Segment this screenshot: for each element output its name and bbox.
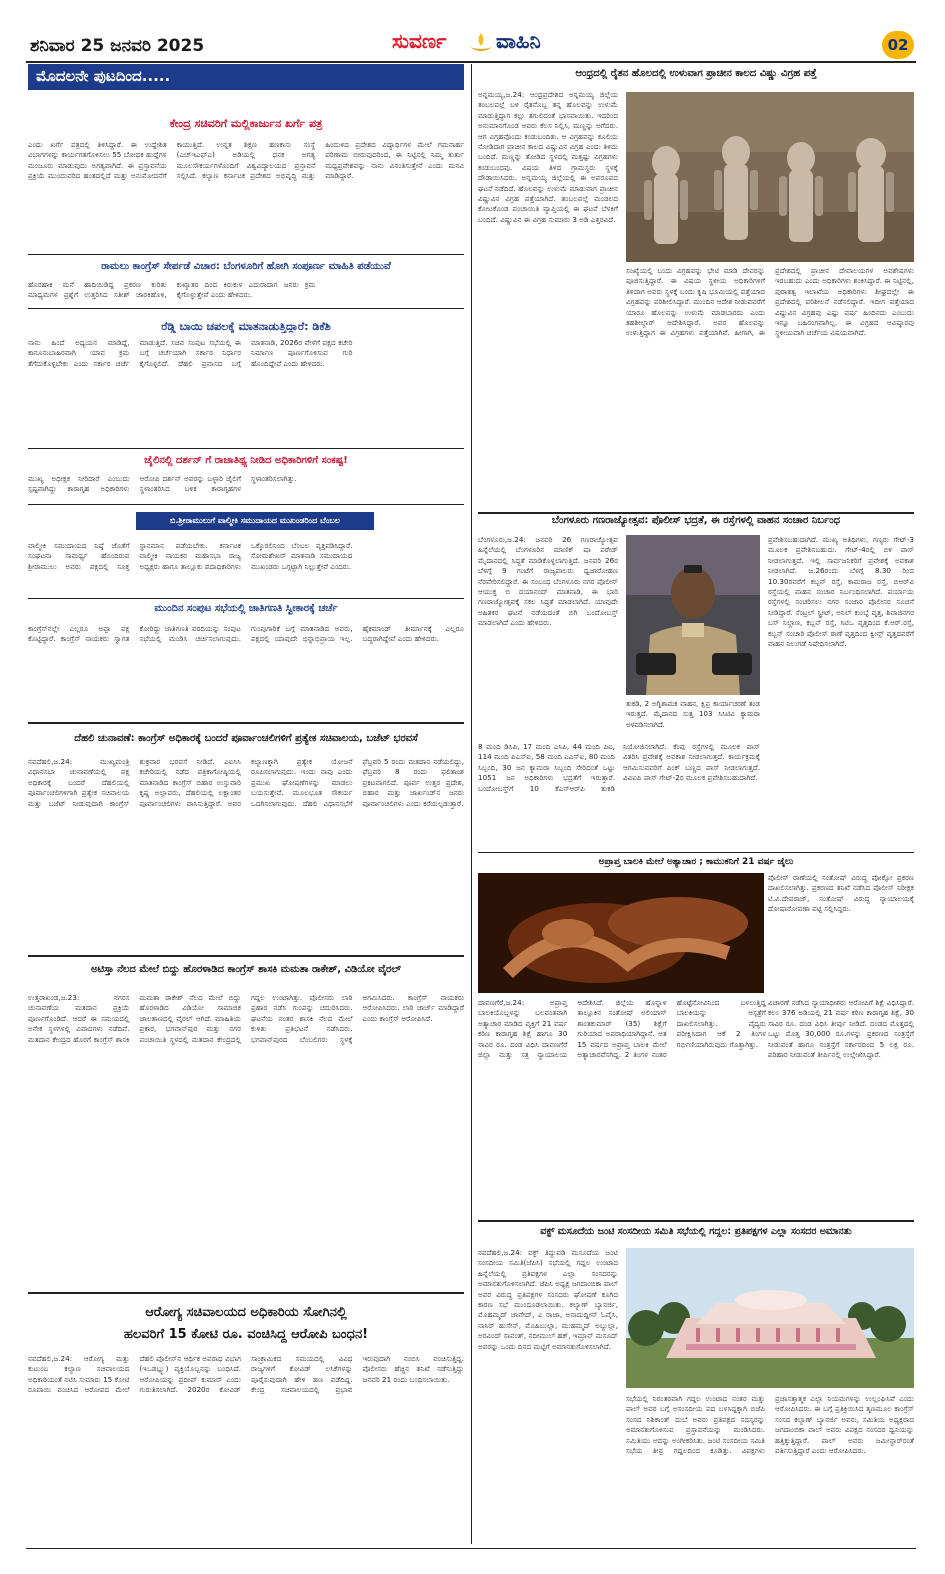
divider	[28, 1292, 464, 1294]
divider	[28, 308, 464, 309]
r1-heading: ಆಂಧ್ರದಲ್ಲಿ ರೈತನ ಹೊಲದಲ್ಲಿ ಉಳುವಾಗ ಪ್ರಾಚೀನ ಕಾಲದ ವಿಷ್ಣು ವಿಗ್ರಹ ಪತ್ತೆ	[575, 68, 817, 79]
s8-body: ಉತ್ತರಾಖಂಡ,ಜ.23: ನಗರಸ ಚುನಾವಣೆಯ ಮತದಾನ ಪ್ರಕ್ರಿಯೆ ಪೂರ್ಣಗೊಂಡಿದೆ. ಆದರೆ ಈ ಸಮಯದಲ್ಲಿ ಅನೇಕ ಸ್ಥಳಗಳಲ್ಲಿ ವಿವಾದಗಳು ನಡೆದಿವೆ. ಮತದಾನ ಕೇಂದ್ರದ ಹೊರಗೆ ಕಾಂಗ್ರೆಸ್ ಶಾಸಕಿ ಮಮತಾ ರಾಕೇಶ್ ನೆಲದ ಮೇಲೆ ಬಿದ್ದು ಹೊರಳಾಡಿದ ವಿಡಿಯೋ ಸಾಮಾಜಿಕ ಜಾಲತಾಣದಲ್ಲಿ ವೈರಲ್ ಆಗಿದೆ. ಮಾಹಿತಿಯ ಪ್ರಕಾರ, ಭಗವಾನ್‌ಪುರ ಮತ್ತು ನಗರ ಪಂಚಾಯಿತಿ ಸ್ಥಳದಲ್ಲಿ ಮತದಾನ ಕೇಂದ್ರದಲ್ಲಿ ಗದ್ದಲ ಉಂಟಾಗಿತ್ತು. ಪೊಲೀಸರು ಲಾಠಿ ಪ್ರಹಾರ ನಡೆಸಿ ಗುಂಪನ್ನು ಚದುರಿಸಿದರು. ಘಟನೆಯ ನಂತರ ಶಾಸಕಿ ನೆಲದ ಮೇಲೆ ಕುಳಿತು ಪ್ರತಿಭಟನೆ ನಡೆಸಿದರು. ಭಗವಾನ್‌ಪುರದ ಬೆಂಬಲಿಗರು ಸ್ಥಳಕ್ಕೆ ಆಗಮಿಸಿದರು. ಕಾಂಗ್ರೆಸ್ ನಾಯಕರು ಆರೋಪಿಸಿದರು. ಲಾಠಿ ಚಾರ್ಜ್ ಮಾಡಿದ್ದಾರೆ ಎಂದು ಕಾಂಗ್ರೆಸ್ ಆರೋಪಿಸಿದೆ.	[28, 993, 464, 1044]
divider	[28, 598, 464, 599]
s3-heading: ರೆಡ್ಡಿ ಬಾಯಿ ಚಪಲಕ್ಕೆ ಮಾತನಾಡುತ್ತಿದ್ದಾರೆ: ಡಿಕೆಶಿ	[161, 320, 331, 333]
s1-heading: ಕೇಂದ್ರ ಸಚಿವರಿಗೆ ಮಲ್ಲಿಕಾರ್ಜುನ ಖರ್ಗೆ ಪತ್ರ	[169, 117, 323, 130]
s8-heading: ಅಟಿಸ್ತಾ ನೆಲದ ಮೇಲೆ ಬಿದ್ದು ಹೊರಳಾಡಿದ ಕಾಂಗ್ರೆಸ್ ಶಾಸಕಿ ಮಮತಾ ರಾಕೇಶ್, ವಿಡಿಯೋ ವೈರಲ್	[91, 964, 401, 975]
s9-heading-line1: ಆರೋಗ್ಯ ಸಚಿವಾಲಯದ ಅಧಿಕಾರಿಯ ಸೋಗಿನಲ್ಲಿ	[145, 1305, 347, 1320]
s4-heading: ಜೈಲಿನಲ್ಲಿ ದರ್ಶನ್ ಗೆ ರಾಜಾತಿಥ್ಯ ನೀಡಿದ ಅಧಿಕಾರಿಗಳಿಗೆ ಸಂಕಷ್ಟ!	[144, 455, 348, 466]
r2-body-a: ಬೆಂಗಳೂರು,ಜ.24: ಜನವರಿ 26 ಗಣರಾಜ್ಯೋತ್ಸವ ಹಿನ್ನೆಲೆಯಲ್ಲಿ ಬೆಂಗಳೂರಿನ ಮಾಣಿಕ್ ಷಾ ಪರೇಡ್ ಮೈದಾನದಲ್ಲಿ ಸಿದ್ಧತೆ ಮಾಡಿಕೊಳ್ಳಲಾಗುತ್ತಿದೆ. ಜನವರಿ 26ರ ಬೆಳಗ್ಗೆ 9 ಗಂಟೆಗೆ ರಾಜ್ಯಪಾಲರು ಧ್ವಜಾರೋಹಣ ನೆರವೇರಿಸಲಿದ್ದಾರೆ. ಈ ಸಂಬಂಧ ಬೆಂಗಳೂರು ನಗರ ಪೊಲೀಸ್ ಆಯುಕ್ತ ಬಿ ದಯಾನಂದ್ ಮಾತನಾಡಿ, ಈ ಭಾರಿ ಗಣರಾಜ್ಯೋತ್ಸವಕ್ಕೆ ಸಕಲ ಸಿದ್ಧತೆ ಮಾಡಲಾಗಿದೆ. ಯಾವುದೇ ಅಹಿತಕರ ಘಟನೆ ನಡೆಯದಂತೆ ಬಿಗಿ ಬಂದೋಬಸ್ತ್ ಮಾಡಲಾಗಿದೆ ಎಂದು ಹೇಳಿದರು.	[478, 535, 618, 628]
r2-body-b: 8 ಮಂದಿ ಡಿಸಿಪಿ, 17 ಮಂದಿ ಎಸಿಪಿ, 44 ಮಂದಿ ಪಿಐ, 114 ಮಂದಿ ಪಿಎಸ್‌ಐ, 58 ಮಂದಿ ಎಎಸ್‌ಐ, 80 ಮಂದಿ ಸಿಬ್ಬಂದಿ, 30 ಜನ ಕ್ಯಾಮರಾ ಸಿಬ್ಬಂದಿ ಸೇರಿದಂತೆ ಒಟ್ಟು 1051 ಜನ ಅಧಿಕಾರಿಗಳು ಭದ್ರತೆಗೆ ಇರುತ್ತಾರೆ. ಬಂದೋಬಸ್ತ್‌ಗೆ 10 ಕೆಎಸ್‌ಆರ್‌ಪಿ ತುಕಡಿ ನಿಯೋಜಿಸಲಾಗಿದೆ. ಕೆಂಪು ರಸ್ತೆಗಳಲ್ಲಿ ಮೂಲಕ ಪಾಸ್ ವಿತರಿಸಿ ಪ್ರವೇಶಕ್ಕೆ ಅವಕಾಶ ನೀಡಲಾಗುತ್ತದೆ. ಕಾರ್ಯಕ್ರಮಕ್ಕೆ ಆಗಮಿಸುವವರಿಗೆ ಪಿಂಕ್ ಬಣ್ಣದ ಪಾಸ್ ನೀಡಲಾಗುತ್ತದೆ. ವಿವಿಐಪಿ ಪಾಸ್ ಗೇಟ್-2ರ ಮೂಲಕ ಪ್ರವೇಶಿಸಬಹುದಾಗಿದೆ.	[478, 742, 760, 793]
divider	[478, 512, 914, 514]
parliament-building-photo	[626, 1248, 914, 1388]
divider	[28, 254, 464, 255]
column-divider	[471, 64, 472, 1544]
masthead-rule	[26, 61, 916, 63]
divider	[478, 1220, 914, 1222]
r3-body-b: ದಾವಣಗೆರೆ,ಜ.24: ಅಪ್ರಾಪ್ತ ಬಾಲಕಿಯೊಬ್ಬಳನ್ನು ಬಲವಂತವಾಗಿ ಅತ್ಯಾಚಾರ ಮಾಡಿದ ವ್ಯಕ್ತಿಗೆ 21 ವರ್ಷ ಕಠಿಣ ಕಾರಾಗೃಹ ಶಿಕ್ಷೆ ಹಾಗೂ 30 ಸಾವಿರ ರೂ. ದಂಡ ವಿಧಿಸಿ ದಾವಣಗೆರೆ ಜಿಲ್ಲಾ ಮತ್ತು ಸತ್ರ ನ್ಯಾಯಾಲಯ ಆದೇಶಿಸಿದೆ. ಜಿಲ್ಲೆಯ ಹೊನ್ನಾಳಿ ತಾಲ್ಲೂಕಿನ ಸಂತೋಷ್ ಅಲಿಯಾಸ್ ಶಾಂತಕುಮಾರ್ (35) ಶಿಕ್ಷೆಗೆ ಗುರಿಯಾದ ಅಪರಾಧಿಯಾಗಿದ್ದಾನೆ. ಆತ 15 ವರ್ಷದ ಅಪ್ರಾಪ್ತ ಬಾಲಕಿ ಮೇಲೆ ಅತ್ಯಾಚಾರವೆಸಗಿದ್ದ. 2 ತಿಂಗಳ ನಂತರ ಹೊಟ್ಟೆನೋವಿನಿಂದ ಬಳಲುತ್ತಿದ್ದ ಬಾಲಕಿಯನ್ನು ಆಸ್ಪತ್ರೆಗೆ ದಾಖಲಿಸಲಾಗಿತ್ತು. ವೈದ್ಯರು ಪರೀಕ್ಷಿಸಿದಾಗ ಆಕೆ 2 ತಿಂಗಳ ಗರ್ಭಿಣಿಯಾಗಿರುವುದು ಗೊತ್ತಾಗಿತ್ತು.	[478, 998, 766, 1060]
s5-banner-box	[136, 512, 374, 530]
masthead-brand-left: ಸುವರ್ಣ	[392, 29, 447, 53]
s9-heading-line2: ಹಲವರಿಗೆ 15 ಕೋಟಿ ರೂ. ವಂಚಿಸಿದ್ದ ಆರೋಪಿ ಬಂಧನ!	[123, 1327, 369, 1342]
r1-body-a: ಅನ್ನಮಯ್ಯ,ಜ.24: ಆಂಧ್ರಪ್ರದೇಶದ ಅನ್ನಮಯ್ಯ ಜಿಲ್ಲೆಯ ತಂಬಲಪಲ್ಲೆ ಬಳಿ ರೈತನೊಬ್ಬ ತನ್ನ ಹೊಲವನ್ನು ಉಳುಮೆ ಮಾಡುತ್ತಿದ್ದಾಗ ಕಲ್ಲು ತಗುಲಿದಂತೆ ಭಾಸವಾಯಿತು. ಇದರಿಂದ ಅನುಮಾನಗೊಂಡ ಅವರು ಕೆಲಸ ನಿಲ್ಲಿಸಿ, ಮಣ್ಣನ್ನು ಅಗೆದರು. ಆಗ ವಿಗ್ರಹವೊಂದು ಕಂಡುಬಂದಿತು. ಆ ವಿಗ್ರಹವನ್ನು ಕೂಲಿಯ ನೋಡಿದಾಗ ಪ್ರಾಚೀನ ಕಾಲದ ವಿಷ್ಣುವಿನ ವಿಗ್ರಹ ಎಂದು ತಿಳಿದು ಬಂದಿದೆ. ಮಣ್ಣನ್ನು ತೋಡಿದ ಸ್ಥಳದಲ್ಲಿ ಮತ್ತಷ್ಟು ವಿಗ್ರಹಗಳು ಕಂಡುಬಂದವು. ವಿಷಯ ತಿಳಿದ ಗ್ರಾಮಸ್ಥರು ಸ್ಥಳಕ್ಕೆ ದೌಡಾಯಿಸಿದರು. ಅನ್ನಮಯ್ಯ ಜಿಲ್ಲೆಯಲ್ಲಿ ಈ ಅಪರೂಪದ ಘಟನೆ ನಡೆದಿದೆ. ಹೊಲವನ್ನು ಉಳುಮೆ ಮಾಡುವಾಗ ಪ್ರಾಚೀನ ವಿಷ್ಣುವಿನ ವಿಗ್ರಹ ಪತ್ತೆಯಾಗಿದೆ. ತಂಬಲಪಲ್ಲೆ ಮಂಡಲದ ಕೋಟಕೊಂಡ ಪಂಚಾಯಿತಿ ವ್ಯಾಪ್ತಿಯಲ್ಲಿ ಈ ಘಟನೆ ಬೆಳಕಿಗೆ ಬಂದಿದೆ. ವಿಷ್ಣುವಿನ ಈ ವಿಗ್ರಹ ಸುಮಾರು 3 ಅಡಿ ಎತ್ತರವಿದೆ.	[478, 90, 618, 224]
section-label: ಮೊದಲನೇ ಪುಟದಿಂದ.....	[36, 67, 171, 85]
divider	[28, 448, 464, 449]
r4-body-a: ನವದೆಹಲಿ,ಜ.24: ವಕ್ಫ್ ತಿದ್ದುಪಡಿ ಮಸೂದೆಯ ಜಂಟಿ ಸಂಸದೀಯ ಸಮಿತಿ(ಜೆಪಿಸಿ) ಸಭೆಯಲ್ಲಿ ಗದ್ದಲ ಉಂಟಾದ ಹಿನ್ನೆಲೆಯಲ್ಲಿ ಪ್ರತಿಪಕ್ಷಗಳ ಎಲ್ಲಾ ಸಂಸದರನ್ನು ಅಮಾನತುಗೊಳಿಸಲಾಗಿದೆ. ಜೆಪಿಸಿ ಅಧ್ಯಕ್ಷ ಜಗದಾಂಬಿಕಾ ಪಾಲ್ ಅವರ ವಿರುದ್ಧ ಪ್ರತಿಪಕ್ಷಗಳ ಸಂಸದರು ಘೋಷಣೆ ಕೂಗಿದ ಕಾರಣ ಸಭೆ ಮುಂದೂಡಲಾಯಿತು. ಕಲ್ಯಾಣ್ ಬ್ಯಾನರ್ಜಿ, ಮೊಹಮ್ಮದ್ ಜಾವೇದ್, ಎ ರಾಜಾ, ಅಸಾದುದ್ದೀನ್ ಓವೈಸಿ, ನಾಸಿರ್ ಹುಸೇನ್, ಮೊಹಿಬುಲ್ಲಾ, ಮುಹಮ್ಮದ್ ಅಬ್ದುಲ್ಲಾ, ಅರವಿಂದ್ ಸಾವಂತ್, ನದೀಮುಲ್ ಹಕ್, ಇಮ್ರಾನ್ ಮಸೂದ್ ಅವರನ್ನು ಒಂದು ದಿನದ ಮಟ್ಟಿಗೆ ಅಮಾನತುಗೊಳಿಸಲಾಗಿದೆ.	[478, 1248, 618, 1351]
s5-banner: ಬಿ.ಶ್ರೀರಾಮುಲುಗೆ ವಾಲ್ಮೀಕಿ ಸಮುದಾಯದ ಮುಖಂಡರಿಂದ ಬೆಂಬಲ	[170, 516, 340, 525]
r4-heading: ವಕ್ಫ್ ಮಸೂದೆಯ ಜಂಟಿ ಸಂಸದೀಯ ಸಮಿತಿ ಸಭೆಯಲ್ಲಿ ಗದ್ದಲ: ಪ್ರತಿಪಕ್ಷಗಳ ಎಲ್ಲಾ ಸಂಸದರ ಅಮಾನತು	[540, 1226, 852, 1237]
s3-body: ನಾನು ಹಿಂದೆ ಅಧ್ಯಯನ ಮಾಡಿದ್ದೆ, ಕಾನೂನುಬಾಹಿರವಾಗಿ ಯಾವ ಕ್ರಮ ತೆಗೆದುಕೊಳ್ಳಬೇಕು ಎಂದು ಸರ್ಕಾರ ಚರ್ಚೆ ಮಾಡುತ್ತಿದೆ. ಸಚಿವ ಸಂಪುಟ ಸಭೆಯಲ್ಲಿ ಈ ಬಗ್ಗೆ ಚರ್ಚೆಯಾಗಿ ಸರ್ಕಾರ ನಿರ್ಧಾರ ಕೈಗೊಳ್ಳಲಿದೆ. ದೆಹಲಿ ಪ್ರವಾಸದ ಬಗ್ಗೆ ಮಾತನಾಡಿ, 2026ರ ವೇಳೆಗೆ ಪಕ್ಷದ ಕಚೇರಿ ನಿರ್ಮಾಣ ಪೂರ್ಣಗೊಳಿಸುವ ಗುರಿ ಹೊಂದಿದ್ದೇವೆ ಎಂದು ಹೇಳಿದರು.	[28, 338, 353, 368]
masthead-logo	[392, 29, 562, 57]
s2-heading: ರಾಮಲು ಕಾಂಗ್ರೆಸ್ ಸೇರ್ಪಡೆ ವಿಚಾರ: ಬೆಂಗಳೂರಿಗೆ ಹೋಗಿ ಸಂಪೂರ್ಣ ಮಾಹಿತಿ ಪಡೆಯುವೆ	[101, 261, 391, 272]
s6-body: ಕಾಂಗ್ರೆಸ್‌ನಲ್ಲೇ ಎಲ್ಲರೂ ಅಪ್ಪಾ ಪಕ್ಷ ಕೊಟ್ಟಿದ್ದಾರೆ. ಕಾಂಗ್ರೆಸ್ ನಾಯಕರು ಸ್ವಾಗತ ಕೋರಿದ್ದು ಜಾತಿಗಣತಿ ವರದಿಯನ್ನು ಸಂಪುಟ ಸಭೆಯಲ್ಲಿ ಮಂಡಿಸಿ ಚರ್ಚಿಸಲಾಗುವುದು. ಗುಂಪುಗಾರಿಕೆ ಬಗ್ಗೆ ಮಾತನಾಡಿದ ಅವರು, ಪಕ್ಷದಲ್ಲಿ ಯಾವುದೇ ಭಿನ್ನಾಭಿಪ್ರಾಯ ಇಲ್ಲ. ಹೈಕಮಾಂಡ್ ತೀರ್ಮಾನಕ್ಕೆ ಎಲ್ಲರೂ ಬದ್ಧರಾಗಿದ್ದೇವೆ ಎಂದು ಹೇಳಿದರು.	[28, 624, 464, 644]
s2-body: ಹೊರಹಾಕಿ ಮನೆ ಹಾದಿಯಿಡಿದ್ದ ಪ್ರಕರಣ ಕುರಿತು ಮಾಧ್ಯಮಗಳ ಪ್ರಶ್ನೆಗೆ ಉತ್ತರಿಸಿದ ಸತೀಶ್ ಜಾರಕಿಹೊಳಿ, ಕುಖ್ಯಾತರ ದಿಂದ ಕಿರುಕುಳ ಎದುರಾದಾಗ ಜನರು ಕ್ರಮ ಕೈಗೊಳ್ಳುತ್ತೇವೆ ಎಂದು ಹೇಳಿದರು.	[28, 280, 316, 300]
r2-body-c: ಪ್ರವೇಶಿಸಬಹುದಾಗಿದೆ. ಮುಖ್ಯ ಅತಿಥಿಗಳು, ಗಣ್ಯರು ಗೇಟ್-3 ಮೂಲಕ ಪ್ರವೇಶಿಸಬಹುದು. ಗೇಟ್-4ರಲ್ಲಿ ಬಿಳಿ ಪಾಸ್ ನೀಡಲಾಗುತ್ತದೆ. ಇಲ್ಲಿ ಸಾರ್ವಜನಿಕರಿಗೆ ಪ್ರವೇಶಕ್ಕೆ ಅವಕಾಶ ನೀಡಲಾಗಿದೆ. ಜ.26ರಂದು ಬೆಳಗ್ಗೆ 8.30 ರಿಂದ 10.30ರವರೆಗೆ ಕಬ್ಬನ್ ರಸ್ತೆ, ಕಾಮರಾಜ ರಸ್ತೆ, ಬಿಆರ್‌ವಿ ರಸ್ತೆಯಲ್ಲಿ ವಾಹನ ಸಂಚಾರ ನಿರ್ಬಂಧಿಸಲಾಗಿದೆ. ಪರ್ಯಾಯ ರಸ್ತೆಗಳಲ್ಲಿ ಸಂಚರಿಸಲು ನಗರ ಸಂಚಾರ ಪೊಲೀಸರ ಸೂಚನೆ ನೀಡಿದ್ದಾರೆ. ಸೆಂಟ್ರಲ್ ಸ್ಟ್ರೀಟ್, ಅನಿಲ್ ಕುಂಬ್ಳೆ ವೃತ್ತ, ಶಿವಾಜಿನಗರ ಬಸ್ ನಿಲ್ದಾಣ, ಕಬ್ಬನ್ ರಸ್ತೆ, ಸಿಟಿಒ ವೃತ್ತದಿಂದ ಕೆ.ಆರ್.ರಸ್ತೆ, ಕಬ್ಬನ್ ಸಂಚಾರಿ ಪೊಲೀಸ್ ಠಾಣೆ ವೃತ್ತದಿಂದ ಕ್ವೀನ್ಸ್ ವೃತ್ತದವರೆಗೆ ವಾಹನ ನಿಲುಗಡೆ ನಿಷೇಧಿಸಲಾಗಿದೆ.	[768, 535, 914, 649]
masthead-date: ಶನಿವಾರ 25 ಜನವರಿ 2025	[30, 36, 205, 56]
r2-heading: ಬೆಂಗಳೂರು ಗಣರಾಜ್ಯೋತ್ಸವ: ಪೊಲೀಸ್ ಭದ್ರತೆ, ಈ ರಸ್ತೆಗಳಲ್ಲಿ ವಾಹನ ಸಂಚಾರ ನಿರ್ಬಂಧ	[551, 515, 841, 526]
police-commissioner-photo	[626, 535, 760, 695]
section-label-bar	[28, 64, 464, 90]
s9-body: ನವದೆಹಲಿ,ಜ.24: ಆರೋಗ್ಯ ಮತ್ತು ಕುಟುಂಬ ಕಲ್ಯಾಣ ಸಚಿವಾಲಯದ ಅಧಿಕಾರಿಯಂತೆ ನಟಿಸಿ ಸುಮಾರು 15 ಕೋಟಿ ರೂಪಾಯಿ ವಂಚಿಸಿದ ಆರೋಪದ ಮೇಲೆ ದೆಹಲಿ ಪೊಲೀಸ್‌ನ ಆರ್ಥಿಕ ಅಪರಾಧ ವಿಭಾಗ (ಇಒಡಬ್ಲ್ಯು) ವ್ಯಕ್ತಿಯೊಬ್ಬನನ್ನು ಬಂಧಿಸಿದೆ. ಆರೋಪಿಯನ್ನು ಪ್ರದೀಪ್ ಕುಮಾರ್ ಎಂದು ಗುರುತಿಸಲಾಗಿದೆ. 2020ರ ಕೋವಿಡ್ ಸಾಂಕ್ರಾಮಿಕದ ಸಮಯದಲ್ಲಿ ವಿವಿಧ ರಾಜ್ಯಗಳಿಗೆ ಕೋವಿಡ್ ಲಸಿಕೆಗಳನ್ನು ಪೂರೈಸುವುದಾಗಿ ಹೇಳಿ ಹಣ ಪಡೆದಿದ್ದ. ಕೇಂದ್ರ ಸಚಿವಾಲಯದಲ್ಲಿ ಪ್ರಭಾವ ಇರುವುದಾಗಿ ನಂಬಿಸಿ ವಂಚಿಸುತ್ತಿದ್ದ. ಪೊಲೀಸರು ಹೆಚ್ಚಿನ ತನಿಖೆ ನಡೆಸುತ್ತಿದ್ದು ಜನವರಿ 21 ರಂದು ಬಂಧಿಸಲಾಯಿತು.	[28, 1354, 464, 1395]
r1-body-b: ಸಂಖ್ಯೆಯಲ್ಲಿ ಬಂದು ವಿಗ್ರಹವನ್ನು ಭೇಟಿ ಮಾಡಿ ದೇವರನ್ನು ಪೂಜಿಸುತ್ತಿದ್ದಾರೆ. ಈ ವಿಷಯ ಸ್ಥಳೀಯ ಅಧಿಕಾರಿಗಳಿಗೆ ತಿಳಿದಾಗ ಅವರು ಸ್ಥಳಕ್ಕೆ ಬಂದು ಕೃಷಿ ಭೂಮಿಯಲ್ಲಿ ಪತ್ತೆಯಾದ ವಿಗ್ರಹವನ್ನು ಪರಿಶೀಲಿಸಿದ್ದಾರೆ. ಮುಂದಿನ ಆದೇಶ ನೀಡುವವರೆಗೆ ಯಾರೂ ಹೊಲವನ್ನು ಉಳುಮೆ ಮಾಡಬಾರದು ಎಂದು ತಹಶೀಲ್ದಾರ್ ಆದೇಶಿಸಿದ್ದಾರೆ. ಅವರ ಹೊಲವನ್ನು ಉಳುತ್ತಿದ್ದಾಗ ಈ ವಿಗ್ರಹಗಳು ಪತ್ತೆಯಾಗಿವೆ. ಹೀಗಾಗಿ, ಈ ಪ್ರದೇಶದಲ್ಲಿ ಪ್ರಾಚೀನ ದೇವಾಲಯಗಳ ಅವಶೇಷಗಳು ಇರಬಹುದು ಎಂದು ಅಧಿಕಾರಿಗಳು ಶಂಕಿಸಿದ್ದಾರೆ. ಈ ನಿಟ್ಟಿನಲ್ಲಿ, ಪುರಾತತ್ವ ಇಲಾಖೆಯ ಅಧಿಕಾರಿಗಳು ಶೀಘ್ರದಲ್ಲೇ ಈ ಪ್ರದೇಶದಲ್ಲಿ ಪರಿಶೀಲನೆ ನಡೆಸಲಿದ್ದಾರೆ. ಇದೀಗ ಪತ್ತೆಯಾದ ವಿಷ್ಣುವಿನ ವಿಗ್ರಹವು ಎಷ್ಟು ವರ್ಷ ಹಿಂದಿನದು ಎಂಬುದು ಇನ್ನೂ ಬಹಿರಂಗವಾಗಿಲ್ಲ. ಈ ವಿಗ್ರಹದ ಆವಿಷ್ಕಾರವು ಸ್ಥಳೀಯವಾಗಿ ಚರ್ಚೆಯ ವಿಷಯವಾಗಿದೆ.	[626, 266, 914, 338]
page-bottom-rule	[26, 1548, 916, 1549]
s6-heading: ಮುಂದಿನ ಸಂಪುಟ ಸಭೆಯಲ್ಲಿ ಜಾತಿಗಣತಿ ಸ್ವೀಕಾರಕ್ಕೆ ಚರ್ಚೆ	[154, 603, 338, 614]
assault-illustration-photo	[478, 873, 764, 993]
vishnu-idol-photo	[626, 92, 914, 262]
divider	[28, 504, 464, 505]
s7-body: ನವದೆಹಲಿ,ಜ.24: ಮುಖ್ಯಮಂತ್ರಿ ವಿಧಾನಸಭಾ ಚುನಾವಣೆಯಲ್ಲಿ ಪಕ್ಷ ಅಧಿಕಾರಕ್ಕೆ ಬಂದರೆ ದೆಹಲಿಯಲ್ಲಿ ಪೂರ್ವಾಂಚಲಿಗಳಿಗಾಗಿ ಪ್ರತ್ಯೇಕ ಸಚಿವಾಲಯ ಮತ್ತು ಬಜೆಟ್ ನೀಡುವುದಾಗಿ ಕಾಂಗ್ರೆಸ್ ಶುಕ್ರವಾರ ಭರವಸೆ ನೀಡಿದೆ. ಎಐಸಿಸಿ ಕಚೇರಿಯಲ್ಲಿ ನಡೆದ ಪತ್ರಿಕಾಗೋಷ್ಠಿಯಲ್ಲಿ ಮಾತನಾಡಿದ ಕಾಂಗ್ರೆಸ್ ಬಿಹಾರ ಉಸ್ತುವಾರಿ ಕೃಷ್ಣ ಅಲ್ಲಾವರು, ದೆಹಲಿಯಲ್ಲಿ ಲಕ್ಷಾಂತರ ಪೂರ್ವಾಂಚಲಿಗಳು ವಾಸಿಸುತ್ತಿದ್ದಾರೆ. ಅವರ ಕಲ್ಯಾಣಕ್ಕಾಗಿ ಪ್ರತ್ಯೇಕ ಯೋಜನೆ ರೂಪಿಸಲಾಗುವುದು. ಇಂದು ನಾವು ಎಂದು ಪ್ರಮುಖ ಘೋಷಣೆಗಳನ್ನು ಮಾಡಲು ಬಯಸುತ್ತೇವೆ. ಮೂಲಭೂತ ಸೌಕರ್ಯ ಒದಗಿಸಲಾಗುವುದು. ದೆಹಲಿ ವಿಧಾನಸಭೆಗೆ ಫೆಬ್ರವರಿ 5 ರಂದು ಮತದಾನ ನಡೆಯಲಿದ್ದು, ಫೆಬ್ರವರಿ 8 ರಂದು ಫಲಿತಾಂಶ ಪ್ರಕಟವಾಗಲಿದೆ. ಪೂರ್ವ ಉತ್ತರ ಪ್ರದೇಶ, ಬಿಹಾರ ಮತ್ತು ಜಾರ್ಖಂಡ್‌ನ ಜನರು ಪೂರ್ವಾಂಚಲಿಗಳು ಎಂದು ಕರೆಯಲ್ಪಡುತ್ತಾರೆ.	[28, 757, 464, 808]
s1-body: ಎಂದು ಖರ್ಗೆ ಪತ್ರದಲ್ಲಿ ತಿಳಿಸಿದ್ದಾರೆ. ಈ ಉದ್ದೇಶಿತ ವಿಭಾಗಗಳನ್ನು ಕಾರ್ಯಗತಗೊಳಿಸಲು 55 ಬೋಧಕ ಹುದ್ದೆಗಳ ಮಂಜೂರು ಮಾಡುವುದು ಅಗತ್ಯವಾಗಿದೆ. ಈ ಪ್ರಸ್ತಾವನೆಯ ಪ್ರಕ್ರಿಯೆ ಮುಂದುವರಿದ ಹಂತದಲ್ಲಿದೆ ಮತ್ತು ಅನುಮೋದನೆಗೆ ಕಾಯುತ್ತಿದೆ. ಉನ್ನತ ಶಿಕ್ಷಣ ಹಣಕಾಸು ಸಂಸ್ಥೆ (ಎಚ್‌ಇಎಫ್‌ಎ) ಅಡಿಯಲ್ಲಿ ಧನಕ ಅಗತ್ಯ ಮೂಲಸೌಕರ್ಯಗಳೊಂದಿಗೆ ವಿಶ್ವವಿದ್ಯಾಲಯದ ಪ್ರಸ್ತಾವನೆ ಸಲ್ಲಿಸಿದೆ. ಕಲ್ಯಾಣ ಕರ್ನಾಟಕ ಪ್ರದೇಶದ ಅಭಿವೃದ್ಧಿ ಮತ್ತು ಹಿಂದುಳಿದ ಪ್ರದೇಶದ ವಿದ್ಯಾರ್ಥಿಗಳ ಮೇಲೆ ಗಮನಾರ್ಹ ಪರಿಣಾಮ ಬೀರುವುದರಿಂದ, ಈ ನಿಟ್ಟಿನಲ್ಲಿ ನಿಮ್ಮ ತುರ್ತು ಮಧ್ಯಪ್ರವೇಶವನ್ನು ನಾನು ವಿನಂತಿಸುತ್ತೇನೆ ಎಂದು ಮನವಿ ಮಾಡಿದ್ದಾರೆ.	[28, 140, 464, 181]
r3-body-a: ಪೊಲೀಸ್ ಠಾಣೆಯಲ್ಲಿ ಸಂತೋಷ್ ವಿರುದ್ಧ ಪೋಕ್ಸೋ ಪ್ರಕರಣ ದಾಖಲಿಸಲಾಗಿತ್ತು. ಪ್ರಕರಣದ ತನಿಖೆ ನಡೆಸಿದ ಪೊಲೀಸ್ ನಿರೀಕ್ಷಕ ಟಿ.ವಿ.ದೇವರಾಜ್, ಸಂತೋಷ್ ವಿರುದ್ಧ ನ್ಯಾಯಾಲಯಕ್ಕೆ ದೋಷಾರೋಪಣಾ ಪಟ್ಟಿ ಸಲ್ಲಿಸಿದ್ದರು.	[768, 873, 914, 914]
masthead	[0, 0, 945, 60]
r2-photo-caption: ತುಕಡಿ, 2 ಅಗ್ನಿಶಾಮಕ ವಾಹನ, ಕ್ಷಿಪ್ರ ಕಾರ್ಯಾಚರಣೆ ತಂಡ ಇರುತ್ತದೆ. ಮೈದಾನದ ಸುತ್ತ 103 ಸಿಸಿಟಿವಿ ಕ್ಯಾಮರಾ ಅಳವಡಿಸಲಾಗಿದೆ.	[626, 700, 760, 729]
divider	[478, 852, 914, 853]
s7-heading: ದೆಹಲಿ ಚುನಾವಣೆ: ಕಾಂಗ್ರೆಸ್ ಅಧಿಕಾರಕ್ಕೆ ಬಂದರೆ ಪೂರ್ವಾಂಚಲಿಗಳಿಗೆ ಪ್ರತ್ಯೇಕ ಸಚಿವಾಲಯ, ಬಜೆಟ್ ಭರವಸೆ	[74, 733, 418, 744]
r4-body-b: ಸಭೆಯಲ್ಲಿ ನಿರಂತರವಾಗಿ ಗದ್ದಲ ಉಂಟಾದ ನಂತರ ಮತ್ತು ಪಾಲ್ ಅವರ ಬಗ್ಗೆ ಅಸಂಸದೀಯ ಪದ ಬಳಸಿದ್ದಕ್ಕಾಗಿ ಬಿಜೆಪಿ ಸಂಸದ ನಿಶಿಕಾಂತ್ ದುಬೆ ಅವರು ಪ್ರತಿಪಕ್ಷದ ಸದಸ್ಯರನ್ನು ಅಮಾನತುಗೊಳಿಸುವ ಪ್ರಸ್ತಾವನೆಯನ್ನು ಮಂಡಿಸಿದರು. ಸಮಿತಿಯು ಅದನ್ನು ಅಂಗೀಕರಿಸಿತು. ಜಂಟಿ ಸಂಸದೀಯ ಸಮಿತಿ ಸಭೆಯ ತೀವ್ರ ಗದ್ದಲದಿಂದ ಕೂಡಿತ್ತು. ವಿಪಕ್ಷಗಳು ಪ್ರಜಾಸತ್ತಾತ್ಮಕ ಎಲ್ಲಾ ನಿಯಮಗಳನ್ನು ಉಲ್ಲಂಘಿಸಿವೆ ಎಂದು ಆರೋಪಿಸಿದರು. ಈ ಬಗ್ಗೆ ಪ್ರತಿಕ್ರಿಯಿಸಿದ ತೃಣಮೂಲ ಕಾಂಗ್ರೆಸ್ ಸಂಸದ ಕಲ್ಯಾಣ್ ಬ್ಯಾನರ್ಜಿ ಅವರು, ಸಮಿತಿಯ ಅಧ್ಯಕ್ಷರಾದ ಜಗದಾಂಬಿಕಾ ಪಾಲ್ ಅವರು ವಿಪಕ್ಷದ ಸಂಸದರ ಧ್ವನಿಯನ್ನು ಹತ್ತಿಕ್ಕುತ್ತಿದ್ದಾರೆ. ಪಾಲ್ ಅವರು ಜಮೀನ್ದಾರ್‌ರಂತೆ ವರ್ತಿಸುತ್ತಿದ್ದಾರೆ ಎಂದು ಆರೋಪಿಸಿದರು.	[626, 1394, 914, 1456]
masthead-brand-right: ವಾಹಿನಿ	[496, 29, 541, 53]
s4-body: ಮುಖ್ಯ ಅಧೀಕ್ಷಕ ನೀರಿದಾರೆ ಎಂಬುದು ಸ್ಪಷ್ಟವಾಗಿದ್ದು ಕಾರಾಗೃಹ ಅಧಿಕಾರಿಗಳು ಆರೋಪಿ ದರ್ಶನ್ ಅವರನ್ನು ಬಳ್ಳಾರಿ ಜೈಲಿಗೆ ಸ್ಥಳಾಂತರಿಸಿದ ಬಳಿಕ ಕಾರಾಗೃಹಗಳ ಸ್ಥಳಾಂತರಿಸಲಾಗಿತ್ತು.	[28, 474, 297, 494]
page-number: 02	[887, 36, 909, 54]
s5-body: ವಾಲ್ಮೀಕಿ ಸಮುದಾಯದ ನಿಷ್ಠೆ ಜೊತೆಗೆ ಸಂಘಟನಾ ಸಾಮರ್ಥ್ಯ ಹೊಂದಿರುವ ಶ್ರೀರಾಮುಲು ಅವರು ಪಕ್ಷದಲ್ಲಿ ಸೂಕ್ತ ಸ್ಥಾನಮಾನ ಪಡೆಯಬೇಕು. ಕರ್ನಾಟಕ ವಾಲ್ಮೀಕಿ ನಾಯಕರ ಮಹಾಸಭಾ ರಾಜ್ಯ ಅಧ್ಯಕ್ಷರು ಹಾಗೂ ತಾಲ್ಲೂಕು ಪದಾಧಿಕಾರಿಗಳು ಒಕ್ಕೊರಲಿನಿಂದ ಬೆಂಬಲ ವ್ಯಕ್ತಪಡಿಸಿದ್ದಾರೆ. ಸೋಮಶೇಖರ್ ಮಾತನಾಡಿ ಸಮುದಾಯದ ಮುಖಂಡರು ಒಗ್ಗಟ್ಟಾಗಿ ನಿಲ್ಲುತ್ತೇವೆ ಎಂದರು.	[28, 541, 353, 571]
divider	[28, 722, 464, 724]
lamp-icon	[468, 31, 494, 55]
page-number-badge	[882, 31, 914, 59]
r3-heading: ಅಪ್ರಾಪ್ತ ಬಾಲಕಿ ಮೇಲೆ ಅತ್ಯಾಚಾರ ; ಕಾಮುಕನಿಗೆ 21 ವರ್ಷ ಜೈಲು	[598, 857, 794, 867]
divider	[28, 955, 464, 957]
r3-body-c: ವಿಚಾರಣೆ ನಡೆಸಿದ ನ್ಯಾಯಾಧೀಶರು ಆರೋಪಿಗೆ ಶಿಕ್ಷೆ ವಿಧಿಸಿದ್ದಾರೆ. ಕಲಂ 376 ಅಡಿಯಲ್ಲಿ 21 ವರ್ಷ ಕಠಿಣ ಕಾರಾಗೃಹ ಶಿಕ್ಷೆ, 30 ಸಾವಿರ ರೂ. ದಂಡ ವಿಧಿಸಿ ತೀರ್ಪು ನೀಡಿದೆ. ದಂಡದ ಮೊತ್ತದಲ್ಲಿ ಒಟ್ಟು ಮೊತ್ತ 30,000 ರೂ.ಗಳನ್ನು ಪ್ರಕರಣದ ಸಂತ್ರಸ್ತೆಗೆ ನೀಡುವಂತೆ ಹಾಗೂ ಸಂತ್ರಸ್ತೆಗೆ ಸರ್ಕಾರದಿಂದ 5 ಲಕ್ಷ ರೂ. ಪರಿಹಾರ ನೀಡುವಂತೆ ತೀರ್ಪಿನಲ್ಲಿ ಉಲ್ಲೇಖಿಸಿದ್ದಾರೆ.	[768, 998, 914, 1060]
